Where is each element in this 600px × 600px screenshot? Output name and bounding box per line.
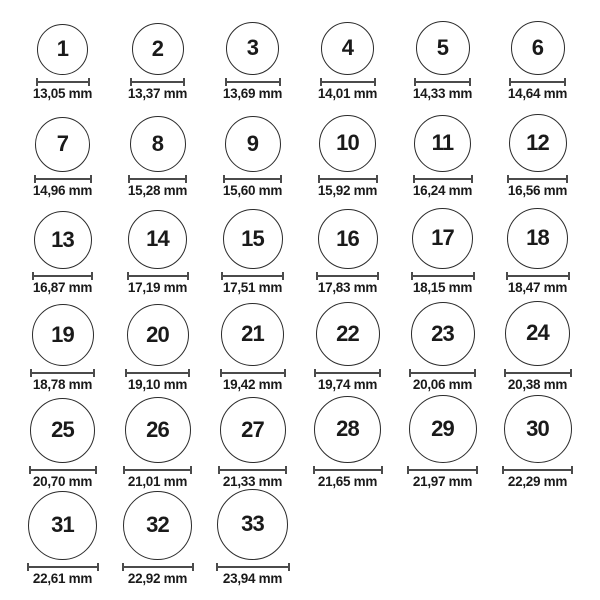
- ring-size-cell: [490, 391, 585, 488]
- diameter-label: 20,38 mm: [507, 376, 568, 392]
- ring-circle: [225, 116, 281, 172]
- diameter-measure-line: [127, 275, 189, 277]
- ring-size-cell: [205, 488, 300, 585]
- diameter-measure-line: [34, 178, 92, 180]
- diameter-measure-line: [409, 372, 476, 374]
- ring-size-cell: [490, 197, 585, 294]
- diameter-measure-line: [509, 81, 566, 83]
- ring-size-number: 16: [336, 225, 359, 251]
- ring-size-number: 26: [146, 416, 169, 442]
- diameter-label: 20,06 mm: [412, 376, 473, 392]
- ring-size-cell: [300, 3, 395, 100]
- diameter-label: 13,37 mm: [127, 85, 188, 101]
- ring-circle: [35, 117, 90, 172]
- diameter-label: 15,28 mm: [127, 182, 188, 198]
- ring-size-number: 3: [246, 35, 259, 60]
- diameter-measure-line: [502, 469, 573, 471]
- ring-size-cell: [110, 3, 205, 100]
- ring-size-number: 1: [56, 36, 69, 61]
- ring-circle: [412, 208, 473, 269]
- diameter-measure-line: [218, 469, 287, 471]
- diameter-label: 19,42 mm: [222, 376, 283, 392]
- diameter-label: 16,56 mm: [507, 182, 568, 198]
- ring-size-number: 10: [336, 130, 359, 155]
- diameter-measure-line: [225, 81, 281, 83]
- ring-size-cell: [490, 294, 585, 391]
- ring-size-number: 14: [146, 226, 169, 251]
- ring-size-cell: [395, 3, 490, 100]
- ring-circle: [128, 210, 187, 269]
- diameter-label: 22,29 mm: [507, 473, 568, 489]
- ring-size-cell: [110, 294, 205, 391]
- diameter-label: 14,64 mm: [507, 85, 568, 101]
- ring-circle: [411, 302, 475, 366]
- ring-size-cell: [205, 100, 300, 197]
- ring-size-number: 25: [51, 417, 74, 442]
- ring-circle: [123, 491, 192, 560]
- ring-size-cell: [15, 197, 110, 294]
- diameter-label: 15,92 mm: [317, 182, 378, 198]
- ring-circle: [314, 396, 381, 463]
- ring-size-cell: [395, 197, 490, 294]
- diameter-label: 17,83 mm: [317, 279, 378, 295]
- ring-size-cell: [395, 294, 490, 391]
- diameter-measure-line: [316, 275, 379, 277]
- diameter-label: 17,51 mm: [222, 279, 283, 295]
- ring-size-number: 19: [51, 321, 74, 347]
- diameter-measure-line: [313, 469, 383, 471]
- ring-circle: [505, 301, 570, 366]
- ring-circle: [125, 397, 191, 463]
- ring-size-cell: [395, 100, 490, 197]
- ring-size-number: 22: [336, 320, 359, 346]
- ring-circle: [221, 303, 284, 366]
- diameter-measure-line: [122, 566, 194, 568]
- ring-size-number: 4: [341, 35, 354, 60]
- diameter-measure-line: [32, 275, 93, 277]
- ring-size-number: 21: [241, 321, 264, 346]
- diameter-measure-line: [506, 275, 570, 277]
- ring-size-number: 12: [526, 129, 549, 155]
- ring-size-cell: [490, 100, 585, 197]
- diameter-label: 22,92 mm: [127, 570, 188, 586]
- diameter-measure-line: [504, 372, 572, 374]
- ring-size-cell: [395, 391, 490, 488]
- ring-size-cell: [205, 3, 300, 100]
- ring-circle: [34, 211, 92, 269]
- ring-circle: [414, 115, 471, 172]
- diameter-label: 13,05 mm: [32, 85, 93, 101]
- ring-size-number: 13: [51, 226, 74, 252]
- diameter-label: 21,65 mm: [317, 473, 378, 489]
- diameter-label: 22,61 mm: [32, 570, 93, 586]
- ring-size-cell: [15, 294, 110, 391]
- diameter-measure-line: [318, 178, 378, 180]
- diameter-label: 14,33 mm: [412, 85, 473, 101]
- diameter-label: 21,97 mm: [412, 473, 473, 489]
- ring-circle: [509, 114, 567, 172]
- ring-size-cell: [205, 294, 300, 391]
- ring-circle: [321, 22, 374, 75]
- diameter-measure-line: [414, 81, 471, 83]
- diameter-label: 16,87 mm: [32, 279, 93, 295]
- diameter-measure-line: [27, 566, 99, 568]
- ring-circle: [226, 22, 279, 75]
- diameter-measure-line: [413, 178, 473, 180]
- ring-circle: [504, 395, 572, 463]
- diameter-label: 19,10 mm: [127, 376, 188, 392]
- ring-size-number: 28: [336, 416, 359, 441]
- ring-circle: [220, 397, 286, 463]
- ring-size-cell: [300, 197, 395, 294]
- ring-size-cell: [110, 197, 205, 294]
- ring-size-cell: [300, 391, 395, 488]
- diameter-measure-line: [507, 178, 568, 180]
- ring-size-cell: [110, 391, 205, 488]
- diameter-label: 18,47 mm: [507, 279, 568, 295]
- ring-circle: [132, 23, 184, 75]
- ring-size-number: 23: [431, 320, 454, 346]
- ring-size-cell: [300, 100, 395, 197]
- ring-circle: [223, 209, 283, 269]
- diameter-measure-line: [29, 469, 97, 471]
- ring-size-number: 18: [526, 225, 549, 250]
- ring-size-cell: [110, 488, 205, 585]
- diameter-measure-line: [314, 372, 381, 374]
- ring-size-cell: [15, 3, 110, 100]
- ring-size-cell: [205, 197, 300, 294]
- diameter-measure-line: [123, 469, 192, 471]
- ring-size-number: 24: [526, 320, 549, 345]
- ring-circle: [130, 116, 186, 172]
- ring-size-number: 27: [241, 416, 264, 442]
- ring-size-number: 6: [531, 34, 544, 60]
- diameter-label: 23,94 mm: [222, 570, 283, 586]
- ring-circle: [30, 398, 95, 463]
- diameter-measure-line: [411, 275, 475, 277]
- ring-circle: [316, 302, 380, 366]
- diameter-measure-line: [36, 81, 90, 83]
- ring-size-cell: [15, 100, 110, 197]
- ring-size-number: 33: [241, 511, 264, 536]
- diameter-label: 17,19 mm: [127, 279, 188, 295]
- diameter-label: 15,60 mm: [222, 182, 283, 198]
- ring-circle: [409, 395, 477, 463]
- diameter-label: 20,70 mm: [32, 473, 93, 489]
- diameter-label: 14,96 mm: [32, 182, 93, 198]
- ring-circle: [217, 489, 288, 560]
- ring-size-number: 11: [431, 130, 454, 155]
- ring-size-number: 8: [151, 130, 164, 156]
- diameter-label: 19,74 mm: [317, 376, 378, 392]
- diameter-measure-line: [125, 372, 190, 374]
- ring-circle: [32, 304, 94, 366]
- ring-circle: [318, 209, 378, 269]
- ring-size-number: 30: [526, 415, 549, 441]
- ring-size-cell: [490, 3, 585, 100]
- ring-size-number: 32: [146, 512, 169, 537]
- diameter-label: 18,78 mm: [32, 376, 93, 392]
- ring-size-number: 31: [51, 512, 74, 537]
- ring-size-number: 7: [56, 131, 69, 156]
- ring-circle: [127, 304, 189, 366]
- diameter-label: 16,24 mm: [412, 182, 473, 198]
- ring-size-number: 9: [246, 130, 259, 156]
- ring-size-cell: [15, 391, 110, 488]
- diameter-measure-line: [320, 81, 376, 83]
- ring-circle: [37, 24, 88, 75]
- diameter-measure-line: [221, 275, 284, 277]
- ring-size-number: 5: [436, 34, 449, 60]
- ring-size-number: 15: [241, 225, 264, 251]
- ring-size-number: 17: [431, 225, 454, 250]
- diameter-measure-line: [216, 566, 290, 568]
- diameter-measure-line: [128, 178, 187, 180]
- ring-size-number: 2: [151, 35, 164, 61]
- diameter-label: 21,33 mm: [222, 473, 283, 489]
- diameter-measure-line: [130, 81, 185, 83]
- diameter-measure-line: [220, 372, 286, 374]
- diameter-label: 14,01 mm: [317, 85, 378, 101]
- ring-size-cell: [110, 100, 205, 197]
- ring-circle: [507, 208, 568, 269]
- diameter-label: 21,01 mm: [127, 473, 188, 489]
- diameter-label: 18,15 mm: [412, 279, 473, 295]
- diameter-measure-line: [223, 178, 282, 180]
- ring-circle: [511, 21, 565, 75]
- ring-circle: [319, 115, 376, 172]
- ring-size-cell: [15, 488, 110, 585]
- ring-size-number: 29: [431, 415, 454, 441]
- ring-circle: [416, 21, 470, 75]
- ring-circle: [28, 491, 97, 560]
- diameter-measure-line: [407, 469, 478, 471]
- ring-size-cell: [300, 294, 395, 391]
- diameter-measure-line: [30, 372, 95, 374]
- ring-size-cell: [205, 391, 300, 488]
- ring-size-number: 20: [146, 321, 169, 347]
- diameter-label: 13,69 mm: [222, 85, 283, 101]
